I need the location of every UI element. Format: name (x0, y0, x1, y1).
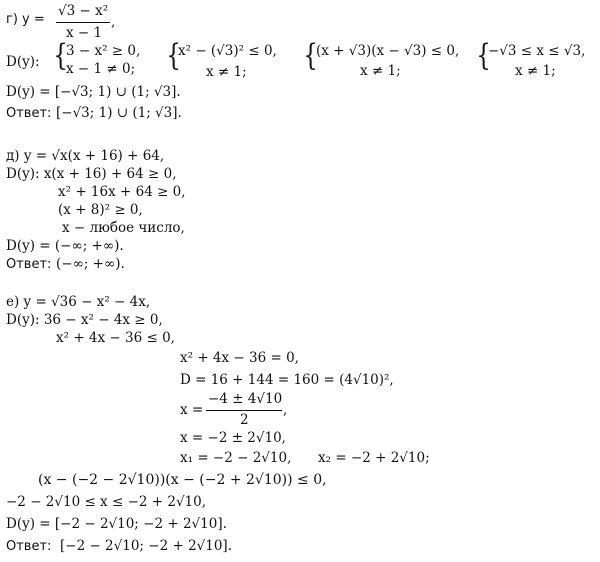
part-d-line3: (x + 8)² ≥ 0, (58, 202, 143, 218)
part-d-answer: (−∞; +∞). (56, 256, 125, 272)
part-e-x-numerator: −4 ± 4√10 (208, 391, 283, 407)
part-g-system4-top: −√3 ≤ x ≤ √3, (488, 43, 586, 59)
part-g-system4-bottom: x ≠ 1; (515, 63, 556, 79)
part-e-line4: D = 16 + 144 = 160 = (4√10)², (180, 372, 394, 388)
part-g-answer-label: Ответ: (6, 106, 52, 121)
part-g-numerator: √3 − x² (58, 3, 109, 19)
part-g-label: г) y = (6, 12, 45, 27)
part-g-system1-top: 3 − x² ≥ 0, (66, 43, 141, 59)
part-e-line6: x = −2 ± 2√10, (180, 430, 286, 446)
part-d-answer-label: Ответ: (6, 257, 52, 272)
part-e-line3: x² + 4x − 36 = 0, (180, 350, 299, 366)
part-g-system2-top: x² − (√3)² ≤ 0, (178, 43, 277, 59)
brace-icon: { (53, 38, 68, 73)
part-e-function: е) y = √36 − x² − 4x, (6, 294, 151, 310)
part-e-answer-label: Ответ: (6, 539, 52, 554)
part-e-interval: −2 − 2√10 ≤ x ≤ −2 + 2√10, (6, 494, 207, 510)
part-e-x-fraction-bar (206, 410, 282, 411)
part-e-x2: x₂ = −2 + 2√10; (318, 450, 430, 466)
part-g-answer: [−√3; 1) ∪ (1; √3]. (56, 105, 182, 121)
part-d-function: д) y = √x(x + 16) + 64, (6, 148, 165, 164)
part-d-line4: x − любое число, (62, 220, 185, 236)
part-g-system2-bottom: x ≠ 1; (206, 64, 247, 80)
part-g-fraction-bar (56, 22, 110, 23)
part-d-line1: D(y): x(x + 16) + 64 ≥ 0, (6, 166, 177, 182)
part-g-domain-label: D(y): (6, 54, 40, 70)
brace-icon: { (166, 38, 181, 73)
part-g-domain: D(y) = [−√3; 1) ∪ (1; √3]. (6, 84, 181, 100)
part-d-line2: x² + 16x + 64 ≥ 0, (58, 184, 186, 200)
part-d-domain: D(y) = (−∞; +∞). (6, 238, 124, 254)
part-e-x1: x₁ = −2 − 2√10, (180, 450, 292, 466)
part-g-system3-top: (x + √3)(x − √3) ≤ 0, (316, 43, 460, 59)
part-g-denominator: x − 1 (66, 25, 103, 41)
part-e-x-label: x = (180, 402, 204, 418)
part-e-answer: [−2 − 2√10; −2 + 2√10]. (60, 538, 232, 554)
brace-icon: { (303, 38, 318, 73)
part-e-inequality: (x − (−2 − 2√10))(x − (−2 + 2√10)) ≤ 0, (38, 472, 327, 488)
part-e-domain: D(y) = [−2 − 2√10; −2 + 2√10]. (6, 516, 227, 532)
part-e-x-denominator: 2 (240, 412, 249, 428)
part-g-system1-bottom: x − 1 ≠ 0; (66, 61, 136, 77)
brace-icon: { (476, 38, 491, 73)
part-g-comma: , (111, 14, 116, 30)
part-e-line2: x² + 4x − 36 ≤ 0, (56, 330, 175, 346)
part-g-system3-bottom: x ≠ 1; (360, 63, 401, 79)
part-e-x-comma: , (283, 402, 288, 418)
part-e-line1: D(y): 36 − x² − 4x ≥ 0, (6, 312, 163, 328)
